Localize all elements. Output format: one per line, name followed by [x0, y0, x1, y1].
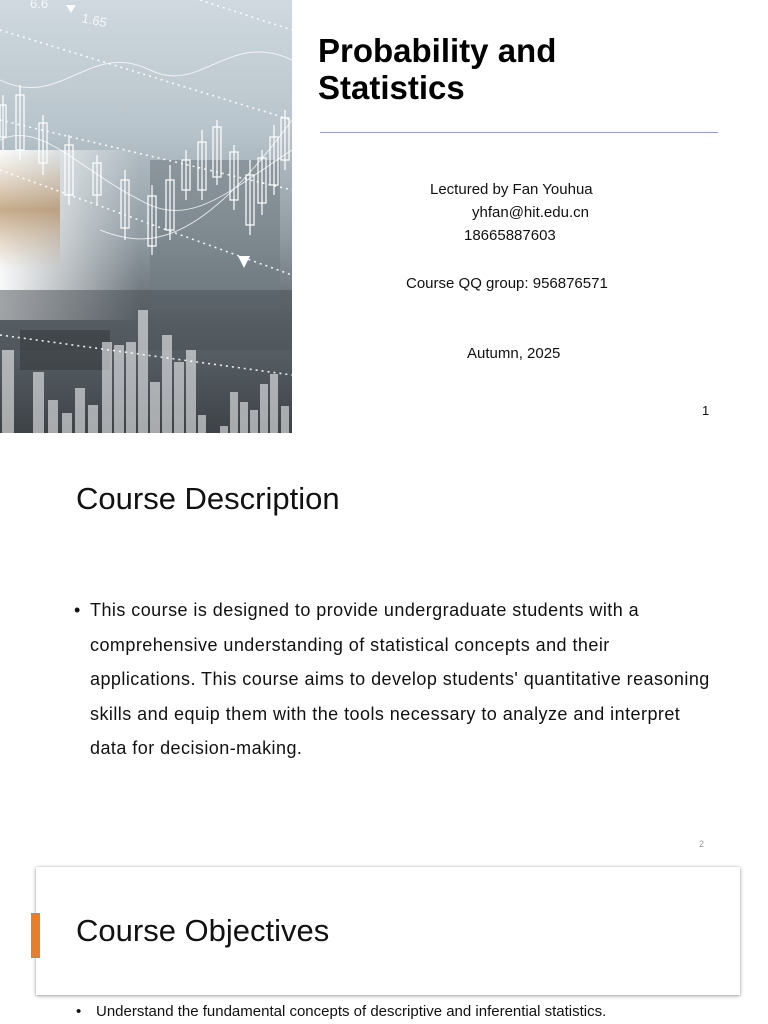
cover-stock-chart-image [0, 0, 292, 433]
title-line-2: Statistics [318, 69, 465, 106]
slide-number: 2 [699, 839, 705, 849]
lecturer-name: Lectured by Fan Youhua [430, 181, 593, 198]
lecturer-email[interactable]: yhfan@hit.edu.cn [472, 204, 589, 221]
course-qq-group: Course QQ group: 956876571 [406, 275, 608, 292]
overlay-value-left: 6.6 [30, 0, 49, 11]
down-triangle-icon [66, 5, 76, 13]
accent-bar [31, 913, 40, 958]
slide-1 [0, 0, 768, 433]
candlestick-chart-graphic [0, 0, 292, 433]
course-objectives-heading: Course Objectives [76, 913, 330, 948]
slide-number: 1 [702, 403, 710, 418]
title-line-1: Probability and [318, 32, 557, 69]
course-description-list [74, 593, 714, 766]
list-item: • This course is designed to provide undergraduate students with a comprehensive understanding of statistical concepts and their applications. This course aims to develop students' quantitative reasoning skills and equip them with the tools necessary to analyze and interpret data for decision-making. [74, 593, 714, 766]
lecturer-phone: 18665887603 [464, 227, 556, 244]
slide-2 [0, 433, 768, 865]
slide-3 [36, 867, 740, 995]
course-description-heading: Course Description [76, 481, 340, 516]
course-objectives-list [76, 1002, 756, 1022]
overlay-value-right: 1.65 [80, 10, 109, 31]
list-item: • Understand the fundamental concepts of descriptive and inferential statistics. [76, 1002, 756, 1022]
course-term: Autumn, 2025 [467, 345, 561, 362]
presentation-title [318, 32, 738, 106]
title-divider [320, 132, 718, 133]
